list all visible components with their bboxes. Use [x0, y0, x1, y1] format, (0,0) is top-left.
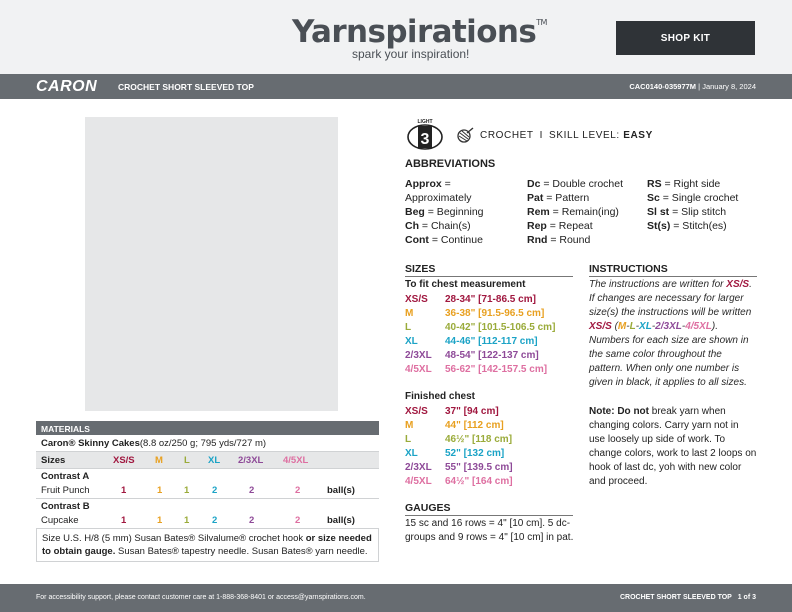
intro-size-xs: XS/S [589, 321, 612, 332]
meas-in: 52" [445, 448, 461, 459]
meas-in: 40-42" [445, 322, 476, 333]
meas-in: 64½" [445, 476, 470, 487]
qty-a-unit: ball(s) [327, 485, 355, 496]
yarn-detail: (8.8 oz/250 g; 795 yds/727 m) [139, 437, 267, 449]
abbr-def: = Continue [428, 234, 483, 246]
tagline: spark your inspiration! [352, 47, 470, 61]
meas-cm: 91.5-96.5 cm [481, 308, 541, 319]
abbr-def: = Right side [661, 178, 721, 190]
sizes-heading: SIZES [405, 263, 436, 275]
size-name: XS/S [405, 406, 428, 417]
fit-row-45xl: 4/5XL 56-62" [142-157.5 cm] [405, 364, 548, 375]
meas-cm: 112 cm [466, 420, 501, 431]
fin-row-l: L 46½" [118 cm] [405, 434, 513, 445]
qty-a-l: 1 [184, 485, 190, 496]
fit-row-m: M 36-38" [91.5-96.5 cm] [405, 308, 545, 319]
weight-number: 3 [420, 131, 430, 148]
pattern-title: CROCHET SHORT SLEEVED TOP [118, 82, 254, 92]
pattern-date: January 8, 2024 [702, 82, 756, 91]
color-change-note [589, 405, 757, 489]
instructions-heading: INSTRUCTIONS [589, 263, 668, 275]
abbreviations-heading: ABBREVIATIONS [405, 158, 496, 170]
meas-cm: 118 cm [475, 434, 509, 445]
fit-list [405, 293, 555, 377]
abbr-sts [647, 219, 759, 233]
qty-b-l: 1 [184, 515, 190, 526]
instructions-intro: The instructions are written for XS/S. If changes are necessary for larger size(s) the instructions will be written XS/S (M-L-XL-2/3XL-4/5XL). Numbers for each size are shown in the same color throughout the pattern. When only one number is given in black, it applies to all sizes. [589, 279, 752, 388]
meas-cm: 112-117 cm [481, 336, 535, 347]
sizes-header-row [36, 452, 379, 469]
abbr-def: = Approximately [405, 178, 472, 204]
abbr-def: = Repeat [546, 220, 593, 232]
size-name: 4/5XL [405, 476, 432, 487]
meas-in: 46½" [445, 434, 470, 445]
meas-cm: 164 cm [475, 476, 510, 487]
size-name: XL [405, 448, 418, 459]
footer-title: CROCHET SHORT SLEEVED TOP [619, 594, 732, 601]
abbr-term: Beg [405, 206, 425, 218]
abbr-term: Rnd [527, 234, 548, 246]
abbr-def: = Pattern [543, 192, 590, 204]
accessibility-text: For accessibility support, please contact customer care at 1-888-368-8401 or access@yarnspirations.com. [36, 594, 366, 601]
footer-right [620, 594, 756, 601]
instructions-rule [589, 276, 757, 277]
logo-tm: TM [536, 18, 547, 27]
size-name: XS/S [405, 294, 428, 305]
hook-text: Size U.S. H/8 (5 mm) Susan Bates® Silvalume® crochet hook [42, 533, 306, 544]
abbr-beg [405, 205, 515, 219]
abbr-def: = Round [547, 234, 591, 246]
skill-separator: I [539, 129, 544, 141]
logo-text: Yarnspirations [292, 14, 537, 50]
abbr-sc [647, 191, 759, 205]
abbr-def: = Remain(ing) [549, 206, 619, 218]
intro-text: . If changes are necessary for larger size(s) the instructions will be written [589, 279, 752, 318]
abbr-cont [405, 233, 515, 247]
meas-cm: 139.5 cm [466, 462, 510, 473]
pattern-photo [85, 117, 338, 411]
yarnspirations-logo[interactable] [292, 14, 547, 50]
size-name: L [405, 322, 412, 333]
intro-size-23xl: 2/3XL [655, 321, 682, 332]
qty-b-xs: 1 [121, 515, 127, 526]
qty-a-23xl: 2 [249, 485, 255, 496]
abbr-term: RS [647, 178, 662, 190]
skill-level-value: EASY [623, 129, 653, 141]
size-col-l: L [184, 454, 190, 466]
gauges-rule [405, 515, 573, 516]
meas-cm: 142-157.5 cm [481, 364, 544, 375]
fin-row-xs: XS/S 37" [94 cm] [405, 406, 499, 417]
qty-a-xs: 1 [121, 485, 127, 496]
abbr-term: Sl st [647, 206, 670, 218]
meas-in: 56-62" [445, 364, 476, 375]
contrast-a-label-row [36, 469, 379, 483]
intro-text: ( [611, 321, 618, 332]
abbr-ch [405, 219, 515, 233]
meas-cm: 122-137 cm [481, 350, 536, 361]
abbr-col-1 [405, 177, 515, 247]
gauges-heading: GAUGES [405, 502, 451, 514]
abbr-term: Rem [527, 206, 550, 218]
meas-in: 48-54" [445, 350, 476, 361]
intro-text: The instructions are written for [589, 279, 727, 290]
size-col-45xl: 4/5XL [283, 454, 309, 466]
contrast-b-row [36, 513, 379, 529]
skill-level-label: SKILL LEVEL: [549, 129, 620, 141]
skill-info [456, 127, 653, 143]
contrast-a-row [36, 483, 379, 499]
size-name: L [405, 434, 412, 445]
qty-a-45xl: 2 [295, 485, 301, 496]
finished-list [405, 405, 513, 489]
intro-size-m: M [617, 321, 627, 332]
page-footer [0, 584, 792, 612]
qty-b-unit: ball(s) [327, 515, 355, 526]
meas-cm: 101.5-106.5 cm [481, 322, 553, 333]
size-name: 2/3XL [405, 462, 432, 473]
meas-cm: 94 cm [466, 406, 496, 417]
size-col-23xl: 2/3XL [238, 454, 264, 466]
meas-cm: 71-86.5 cm [481, 294, 533, 305]
page-number: 1 of 3 [737, 594, 756, 601]
meas-in: 28-34" [445, 294, 476, 305]
contrast-b-label-row [36, 499, 379, 513]
finished-label: Finished chest [405, 391, 476, 402]
fin-row-m: M 44" [112 cm] [405, 420, 504, 431]
size-name: 2/3XL [405, 350, 432, 361]
crochet-hook-icon [456, 127, 474, 143]
abbr-def: = Slip stitch [669, 206, 727, 218]
size-name: 4/5XL [405, 364, 432, 375]
qty-b-m: 1 [157, 515, 163, 526]
contrast-a-color: Fruit Punch [41, 485, 90, 496]
craft-label: CROCHET [480, 129, 534, 141]
yarn-name: Caron® Skinny Cakes [41, 437, 140, 449]
skill-level [549, 130, 653, 141]
abbr-term: Rep [527, 220, 547, 232]
note-label: Note: Do not [589, 406, 649, 417]
contrast-b-color: Cupcake [41, 515, 79, 526]
abbr-approx [405, 177, 515, 205]
meas-cm: 132 cm [466, 448, 501, 459]
abbr-term: Ch [405, 220, 419, 232]
pattern-band [0, 74, 792, 99]
abbr-rep [527, 219, 645, 233]
abbr-def: = Stitch(es) [670, 220, 727, 232]
fin-row-23xl: 2/3XL 55" [139.5 cm] [405, 462, 513, 473]
sizes-rule [405, 276, 573, 277]
abbr-def: = Chain(s) [419, 220, 471, 232]
size-name: M [405, 308, 414, 319]
meas-in: 55" [445, 462, 461, 473]
fin-row-45xl: 4/5XL 64½" [164 cm] [405, 476, 513, 487]
site-header [0, 0, 792, 74]
fit-row-23xl: 2/3XL 48-54" [122-137 cm] [405, 350, 539, 361]
abbr-dc [527, 177, 645, 191]
yarn-row [36, 435, 379, 452]
weight-label: LIGHT [417, 119, 433, 125]
pattern-code-number: CAC0140-035977M [629, 82, 697, 91]
abbr-def: = Beginning [424, 206, 484, 218]
fit-row-l: L 40-42" [101.5-106.5 cm] [405, 322, 556, 333]
intro-size-xs: XS/S [726, 279, 750, 290]
size-col-xl: XL [208, 454, 221, 466]
qty-a-xl: 2 [212, 485, 218, 496]
abbr-term: Dc [527, 178, 541, 190]
contrast-a-label: Contrast A [41, 470, 90, 482]
meas-in: 44-46" [445, 336, 476, 347]
meas-in: 37" [445, 406, 461, 417]
qty-b-45xl: 2 [295, 515, 301, 526]
note-text: break yarn when changing colors. Carry yarn not in use loosely up side of work. To change colors, work to last 2 loops on hook of last dc, yoh with new color and proceed. [589, 406, 757, 487]
abbr-rem [527, 205, 645, 219]
qty-a-m: 1 [157, 485, 163, 496]
fit-label: To fit chest measurement [405, 279, 526, 290]
qty-b-23xl: 2 [249, 515, 255, 526]
materials-heading: MATERIALS [36, 421, 379, 435]
size-col-xs: XS/S [113, 454, 135, 466]
abbr-def: = Single crochet [659, 192, 739, 204]
abbr-col-3 [647, 177, 759, 233]
fin-row-xl: XL 52" [132 cm] [405, 448, 505, 459]
gauge-emphasis: or size needed to obtain gauge. [42, 533, 372, 557]
qty-b-xl: 2 [212, 515, 218, 526]
hook-note [36, 529, 379, 562]
size-name: XL [405, 336, 418, 347]
pattern-code [629, 82, 756, 91]
abbr-rs [647, 177, 759, 191]
fit-row-xs: XS/S 28-34" [71-86.5 cm] [405, 294, 536, 305]
gauges-text: 15 sc and 16 rows = 4" [10 cm]. 5 dc-groups and 9 rows = 4" [10 cm] in pat. [405, 518, 574, 543]
shop-kit-button[interactable]: SHOP KIT [616, 21, 755, 55]
abbr-rnd [527, 233, 645, 247]
intro-size-45xl: 4/5XL [685, 321, 712, 332]
abbr-def: = Double crochet [540, 178, 624, 190]
abbr-term: St(s) [647, 220, 671, 232]
abbr-slst [647, 205, 759, 219]
size-col-m: M [155, 454, 163, 466]
meas-in: 36-38" [445, 308, 476, 319]
pattern-code-separator: | [698, 82, 701, 91]
materials-table [36, 421, 379, 562]
abbr-pat [527, 191, 645, 205]
fit-row-xl: XL 44-46" [112-117 cm] [405, 336, 538, 347]
size-name: M [405, 420, 414, 431]
abbr-term: Pat [527, 192, 544, 204]
contrast-b-label: Contrast B [41, 500, 90, 512]
abbr-term: Sc [647, 192, 660, 204]
needle-text: Susan Bates® tapestry needle. Susan Bates® yarn needle. [115, 546, 368, 557]
abbr-col-2 [527, 177, 645, 247]
abbr-term: Approx [405, 178, 442, 190]
yarn-weight-icon [405, 118, 445, 150]
intro-size-l: L [629, 321, 636, 332]
abbr-term: Cont [405, 234, 429, 246]
intro-size-xl: XL [639, 321, 652, 332]
intro-text: ). Numbers for each size are shown in the same color throughout the pattern. When only one number is given in black, it applies to all sizes. [589, 321, 749, 388]
sizes-header-label: Sizes [41, 454, 66, 466]
meas-in: 44" [445, 420, 461, 431]
caron-logo: CARON [36, 78, 98, 95]
